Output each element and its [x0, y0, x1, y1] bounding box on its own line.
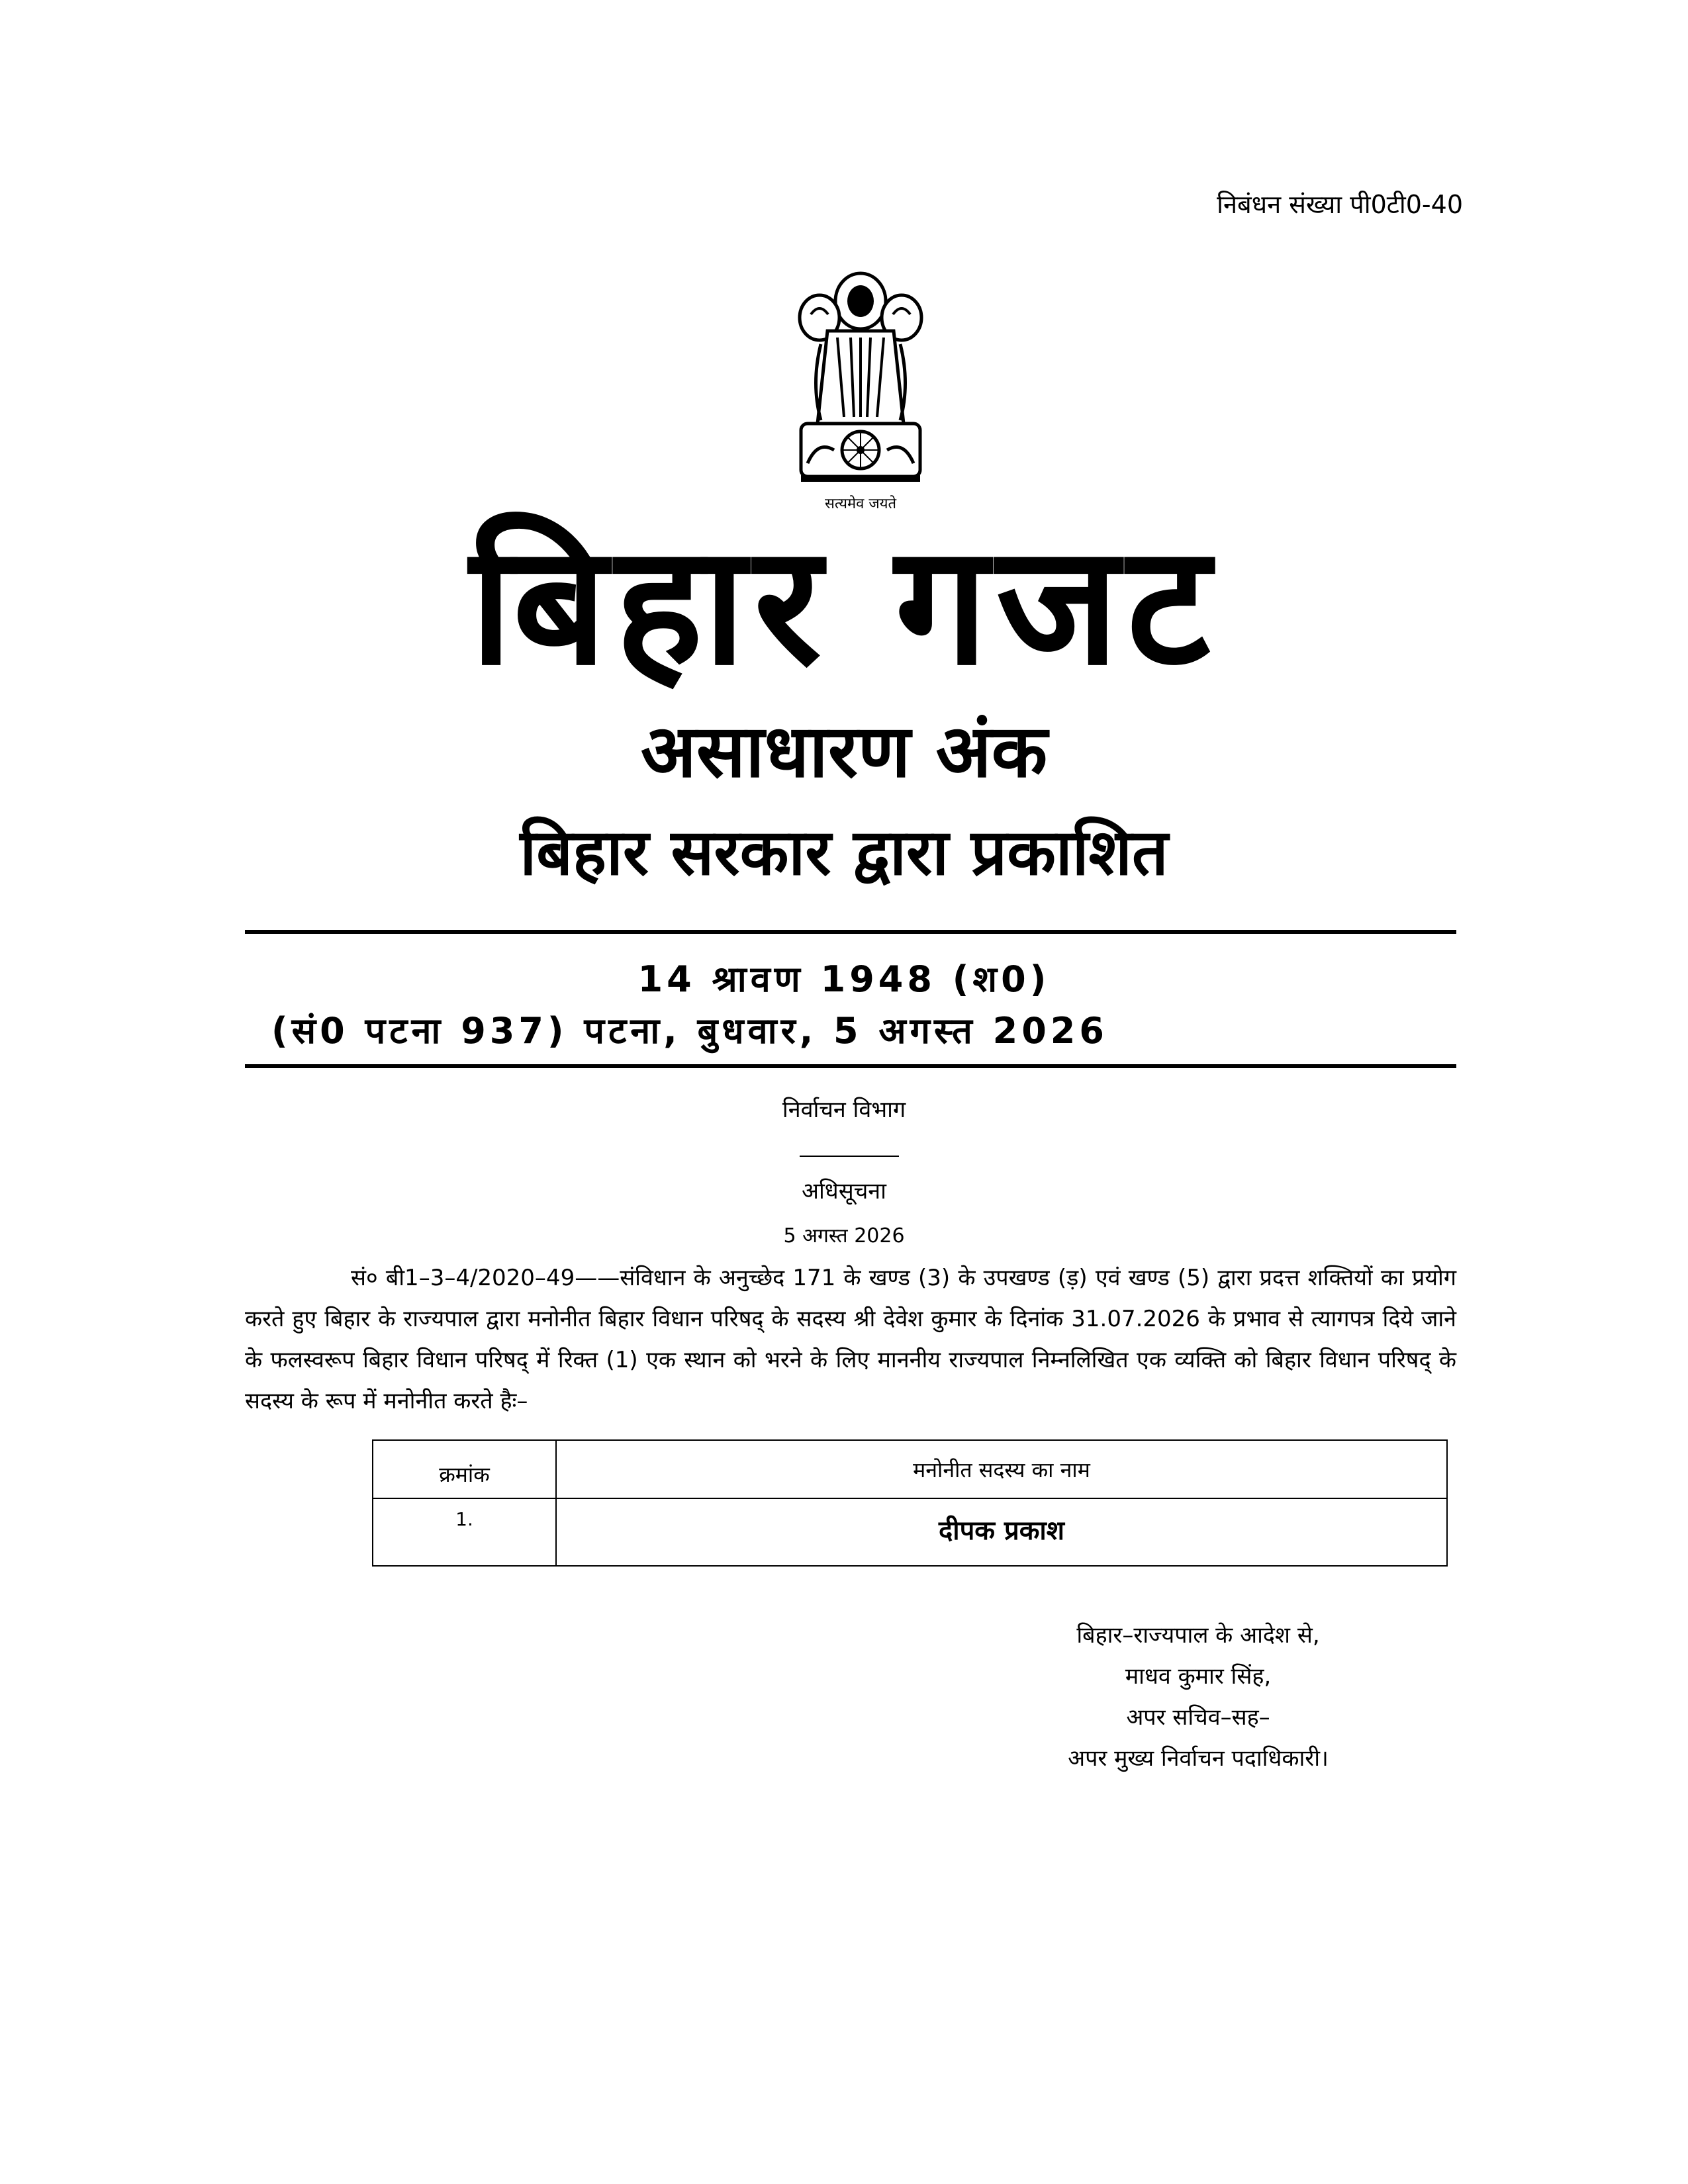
row-serial-number: 1. — [373, 1498, 556, 1566]
signature-line-office: अपर मुख्य निर्वाचन पदाधिकारी। — [1068, 1745, 1329, 1772]
ashoka-emblem-icon — [781, 265, 940, 516]
divider-bottom — [245, 1064, 1456, 1068]
signature-line-order: बिहार–राज्यपाल के आदेश से, — [1076, 1622, 1320, 1649]
signature-line-name: माधव कुमार सिंह, — [1125, 1663, 1272, 1690]
gazette-title: बिहार गजट — [469, 509, 1219, 702]
signature-line-designation: अपर सचिव–सह– — [1126, 1704, 1270, 1731]
emblem — [781, 265, 940, 516]
gazette-subtitle: असाधारण अंक — [640, 709, 1048, 794]
notification-heading: अधिसूचना — [802, 1178, 886, 1205]
nominated-members-table — [372, 1439, 1448, 1567]
header-serial-number: क्रमांक — [373, 1440, 556, 1498]
signature-block — [1019, 1615, 1377, 1779]
publisher-line: बिहार सरकार द्वारा प्रकाशित — [520, 815, 1168, 889]
table-row — [373, 1498, 1447, 1566]
notification-body: सं० बी1–3–4/2020–49——संविधान के अनुच्छेद 171 के खण्ड (3) के उपखण्ड (ड़) एवं खण्ड (5) द्वारा प्रदत्त शक्तियों का प्रयोग करते हुए बिहार के राज्यपाल द्वारा मनोनीत बिहार विधान परिषद् के सदस्य श्री देवेश कुमार के दिनांक 31.07.2026 के प्रभाव से त्यागपत्र दिये जाने के फलस्वरूप बिहार विधान परिषद् में रिक्त (1) एक स्थान को भरने के लिए माननीय राज्यपाल निम्नलिखित एक व्यक्ति को बिहार विधान परिषद् के सदस्य के रूप में मनोनीत करते हैः– — [245, 1265, 1456, 1414]
notification-date: 5 अगस्त 2026 — [783, 1224, 905, 1248]
table-header-row — [373, 1440, 1447, 1498]
row-member-name: दीपक प्रकाश — [556, 1498, 1447, 1566]
issue-date-line: 14 श्रावण 1948 (श0) — [637, 958, 1051, 1000]
header-member-name: मनोनीत सदस्य का नाम — [556, 1440, 1447, 1498]
department-underline — [800, 1156, 899, 1157]
divider-top — [245, 930, 1456, 934]
registration-number: निबंधन संख्या पी0टी0-40 — [1217, 190, 1463, 219]
department-name: निर्वाचन विभाग — [782, 1097, 906, 1123]
issue-number-line: (सं0 पटना 937) पटना, बुधवार, 5 अगस्त 2026 — [271, 1010, 1108, 1052]
emblem-motto: सत्यमेव जयते — [824, 496, 897, 512]
